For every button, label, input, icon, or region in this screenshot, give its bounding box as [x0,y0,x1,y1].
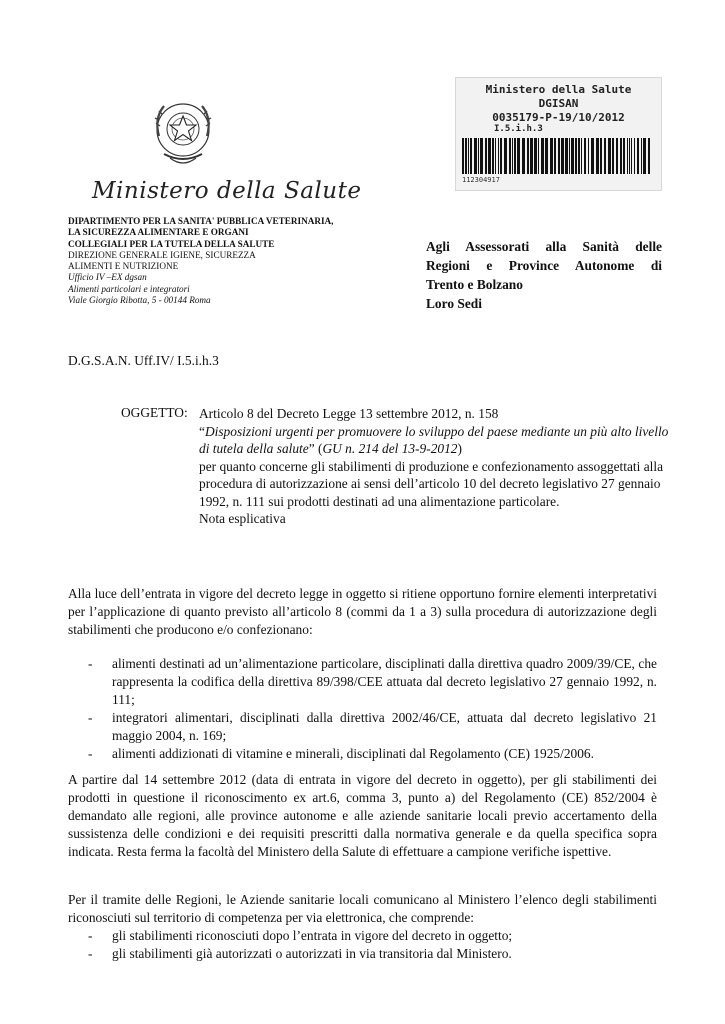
protocol-reference: D.G.S.A.N. Uff.IV/ I.5.i.h.3 [68,353,219,368]
gazette-reference: GU n. 214 del 13-9-2012 [322,441,458,456]
department-line: DIREZIONE GENERALE IGIENE, SICUREZZA [68,249,256,260]
establishment-list [88,927,657,963]
stamp-ministry: Ministero della Salute [485,83,632,96]
quote-mark: ” ( [308,441,323,456]
department-line: Alimenti particolari e integratori [68,283,190,294]
addressee-block [426,237,662,313]
stamp-classification: I.5.i.h.3 [494,124,543,134]
list-item [88,709,657,745]
department-line: Viale Giorgio Ribotta, 5 - 00144 Roma [68,295,211,306]
subject-line: Articolo 8 del Decreto Legge 13 settembre 2012, n. 158 [199,406,499,421]
barcode-icon [462,138,654,174]
department-line: Ufficio IV –EX dgsan [68,272,147,283]
list-item-text: alimenti destinati ad un’alimentazione particolare, disciplinati dalla direttiva quadro 2009/39/CE, che rappresenta la codifica della direttiva 89/398/CEE attuata dal decreto legislativo 27 gennaio 1992, n. 111; [112,656,657,707]
addressee-line: Regioni e Province Autonome di [426,258,662,273]
list-item [88,655,657,709]
department-line: DIPARTIMENTO PER LA SANITA' PUBBLICA VETERINARIA, [68,216,334,226]
list-item-text: alimenti addizionati di vitamine e minerali, disciplinati dal Regolamento (CE) 1925/2006. [112,746,594,761]
subject-note: Nota esplicativa [199,511,286,526]
addressee-line: Trento e Bolzano [426,277,523,292]
product-list [88,655,657,763]
barcode-number: 112304917 [462,176,500,184]
department-line: COLLEGIALI PER LA TUTELA DELLA SALUTE [68,238,275,249]
department-block [68,216,333,306]
protocol-stamp [455,77,662,191]
list-item [88,927,657,945]
stamp-protocol-number: 0035179-P-19/10/2012 [492,111,625,124]
list-item-text: gli stabilimenti già autorizzati o autorizzati in via transitoria dal Ministero. [112,946,512,961]
subject-label: OGGETTO: [121,405,188,420]
list-dash: - [88,946,93,961]
subject-body [199,405,669,528]
list-dash: - [88,928,93,943]
subject-description: per quanto concerne gli stabilimenti di produzione e confezionamento assoggettati alla procedura di autorizzazione ai sensi dell’articolo 10 del decreto legislativo 27 gennaio 1992, n. 111 sui prodotti destinati ad una alimentazione particolare. [199,458,664,509]
paren: ) [457,441,462,456]
intro-paragraph: Alla luce dell’entrata in vigore del decreto legge in oggetto si ritiene opportuno fornire elementi interpretativi per l’applicazione di quanto previsto all’articolo 8 (commi da 1 a 3) sulla procedura di autorizzazione degli stabilimenti che producono e/o confezionano: [68,586,657,637]
stamp-office: DGISAN [538,97,579,110]
list-item-text: gli stabilimenti riconosciuti dopo l’entrata in vigore del decreto in oggetto; [112,928,513,943]
department-line: LA SICUREZZA ALIMENTARE E ORGANI [68,227,249,238]
authorization-paragraph: A partire dal 14 settembre 2012 (data di entrata in vigore del decreto in oggetto), per gli stabilimenti dei prodotti in questione il riconoscimento ex art.6, comma 3, punto a) del Regolamento (CE) 852/2004 è demandato alle regioni, alle province autonome e alle aziende sanitarie locali previo accertamento della sussistenza delle condizioni e dei requisiti prescritti dalla normativa generale e da quella specifica sopra indicata. Resta ferma la facoltà del Ministero della Salute di effettuare a campione verifiche ispettive. [68,772,657,859]
addressee-line: Loro Sedi [426,296,482,311]
ministry-name: Ministero della Salute [92,178,362,204]
communication-paragraph: Per il tramite delle Regioni, le Aziende sanitarie locali comunicano al Ministero l’elenco degli stabilimenti riconosciuti sul territorio di competenza per via elettronica, che comprende: [68,892,657,925]
list-item [88,945,657,963]
list-dash: - [88,746,93,761]
list-dash: - [88,710,93,725]
department-line: ALIMENTI E NUTRIZIONE [68,261,179,272]
list-dash: - [88,656,93,671]
addressee-line: Agli Assessorati alla Sanità delle [426,239,662,254]
list-item [88,745,657,763]
decree-title: Disposizioni urgenti per promuovere lo sviluppo del paese mediante un più alto livello di tutela della salute [199,423,669,456]
quote-mark: “ [199,423,205,439]
subject-quote [199,423,669,458]
italian-republic-emblem-icon [150,96,216,172]
list-item-text: integratori alimentari, disciplinati dalla direttiva 2002/46/CE, attuata dal decreto legislativo 21 maggio 2004, n. 169; [112,710,657,743]
